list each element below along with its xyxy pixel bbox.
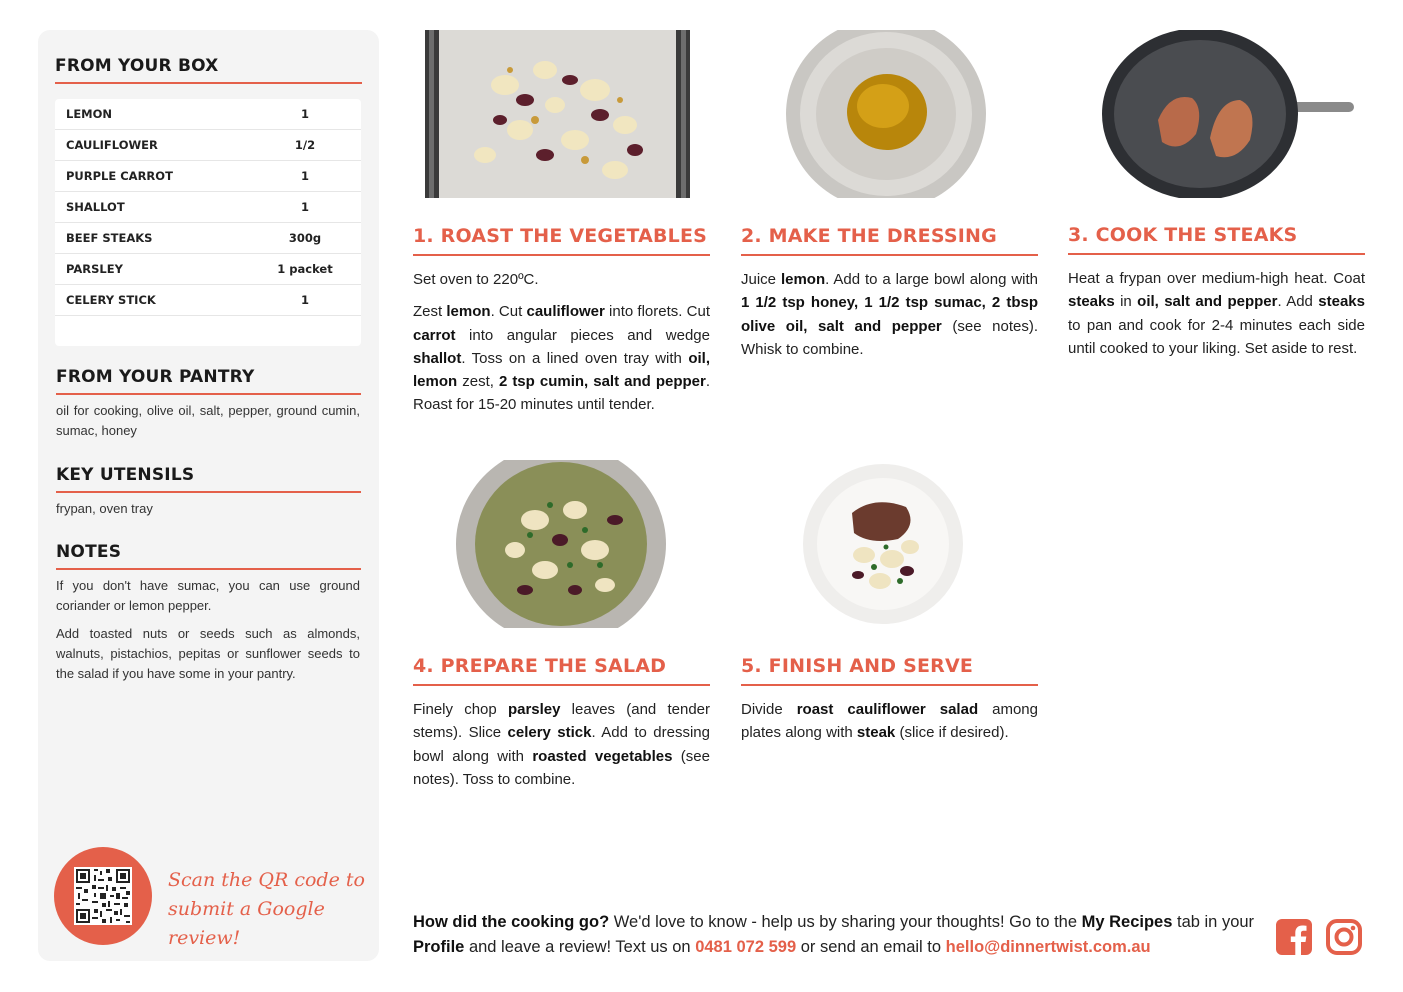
note-text: If you don't have sumac, you can use ground coriander or lemon pepper. — [56, 578, 360, 613]
section-divider — [56, 568, 361, 570]
ingredient-name: SHALLOT — [66, 200, 125, 214]
utensils-text: frypan, oven tray — [56, 501, 153, 516]
ingredient-highlight: cauliflower — [526, 303, 605, 321]
notes-title: NOTES — [56, 542, 122, 562]
instruction-text: Set oven to 220ºC. — [413, 271, 539, 288]
ingredient-row — [55, 130, 361, 161]
step-divider — [413, 254, 710, 256]
instruction-text: Juice — [741, 271, 781, 288]
instruction-text: . Toss on a lined oven tray with — [461, 349, 689, 367]
instagram-icon[interactable] — [1325, 918, 1363, 956]
step-3-title: 3. COOK THE STEAKS — [1068, 224, 1298, 246]
pantry-title: FROM YOUR PANTRY — [56, 367, 255, 387]
footer-text: and leave a review! Text us on — [464, 938, 696, 956]
profile-link[interactable]: Profile — [413, 938, 465, 956]
qr-caption-line: Scan the QR code to — [168, 869, 365, 891]
ingredient-qty: 300g — [288, 231, 322, 245]
step-paragraph — [741, 698, 1038, 745]
step-1-title: 1. ROAST THE VEGETABLES — [413, 225, 708, 247]
instruction-text: in — [1114, 293, 1138, 311]
step-divider — [741, 684, 1038, 686]
instruction-text: . Add to dressing bowl along with — [413, 724, 710, 765]
step-divider — [413, 684, 710, 686]
ingredient-row — [55, 254, 361, 285]
instruction-text: into angular pieces and wedge — [455, 326, 710, 344]
qr-badge — [54, 847, 152, 945]
ingredient-highlight: shallot — [413, 349, 462, 367]
ingredient-name: CAULIFLOWER — [66, 138, 158, 152]
pantry-text: oil for cooking, olive oil, salt, pepper, ground cumin, sumac, honey — [56, 403, 360, 438]
step-paragraph — [741, 268, 1038, 361]
step-divider — [1068, 253, 1365, 255]
instruction-text: Heat a frypan over medium-high heat. Coat — [1068, 270, 1365, 287]
section-divider — [56, 491, 361, 493]
from-box-title: FROM YOUR BOX — [55, 56, 219, 76]
dressing-bowl-photo — [785, 30, 987, 198]
instruction-text: . Add — [1277, 293, 1319, 311]
ingredient-highlight: oil, lemon — [413, 349, 710, 391]
qr-code-icon[interactable] — [74, 867, 132, 925]
step-2-title: 2. MAKE THE DRESSING — [741, 225, 997, 247]
instruction-text: leaves (and tender stems). Slice — [413, 701, 710, 742]
phone-link[interactable]: 0481 072 599 — [695, 938, 797, 956]
ingredient-row — [55, 99, 361, 130]
plated-dish-photo — [802, 463, 964, 625]
qr-caption-line: submit a Google review! — [168, 898, 325, 949]
step-5-title: 5. FINISH AND SERVE — [741, 655, 974, 677]
ingredient-highlight: lemon — [446, 303, 491, 321]
ingredient-qty: 1 — [300, 293, 309, 307]
footer-text: or send an email to — [796, 938, 946, 956]
note-text: Add toasted nuts or seeds such as almonds, walnuts, pistachios, pepitas or sunflower seeds to the salad if you have some in your pantry. — [56, 626, 360, 681]
instruction-text: (see notes). Toss to combine. — [413, 747, 710, 788]
step-4-title: 4. PREPARE THE SALAD — [413, 655, 667, 677]
step-paragraph — [1068, 267, 1365, 360]
step-4-text — [413, 698, 710, 800]
ingredient-row — [55, 161, 361, 192]
instruction-text: into florets. Cut — [604, 303, 710, 321]
ingredient-qty: 1 — [300, 169, 309, 183]
ingredient-highlight: lemon — [780, 271, 826, 288]
section-divider — [55, 82, 362, 84]
ingredient-highlight: steak — [856, 724, 896, 742]
footer-text: tab in your — [1172, 913, 1255, 931]
ingredient-highlight: celery stick — [507, 724, 592, 742]
ingredient-row — [55, 285, 361, 316]
step-5-text — [741, 698, 1038, 754]
qr-caption — [168, 866, 379, 953]
ingredient-name: PURPLE CARROT — [66, 169, 173, 183]
instruction-text: Divide — [741, 701, 797, 718]
ingredient-qty: 1 — [300, 200, 309, 214]
ingredient-row — [55, 223, 361, 254]
my-recipes-link[interactable]: My Recipes — [1081, 913, 1173, 931]
ingredients-table — [55, 99, 361, 346]
ingredient-qty: 1 — [300, 107, 309, 121]
ingredient-highlight: steaks — [1068, 293, 1115, 311]
step-1-text — [413, 268, 710, 426]
ingredient-highlight: roast cauliflower salad — [796, 701, 979, 718]
instruction-text: . Roast for 15-20 minutes until tender. — [413, 373, 710, 414]
ingredient-highlight: 1 1/2 tsp honey, 1 1/2 tsp sumac, 2 tbsp olive oil, salt and pepper — [741, 294, 1038, 335]
review-footer — [413, 910, 1263, 960]
ingredients-panel — [38, 30, 379, 961]
ingredient-highlight: steaks — [1318, 293, 1365, 311]
section-divider — [56, 393, 361, 395]
step-3-text — [1068, 267, 1365, 369]
steaks-frypan-photo — [1100, 30, 1356, 198]
instruction-text: (see notes). Whisk to combine. — [741, 317, 1038, 358]
ingredient-name: CELERY STICK — [66, 293, 156, 307]
utensils-title: KEY UTENSILS — [56, 465, 195, 485]
ingredient-name: PARSLEY — [66, 262, 123, 276]
ingredient-name: BEEF STEAKS — [66, 231, 153, 245]
ingredient-qty: 1 packet — [277, 262, 333, 276]
ingredient-highlight: oil, salt and pepper — [1137, 293, 1278, 311]
instruction-text: among plates along with — [741, 701, 1038, 742]
facebook-icon[interactable] — [1275, 918, 1313, 956]
instruction-text: . Cut — [490, 303, 527, 321]
salad-bowl-photo — [455, 460, 667, 628]
footer-text: We'd love to know - help us by sharing your thoughts! Go to the — [609, 913, 1082, 931]
ingredient-highlight: parsley — [507, 701, 561, 718]
email-link[interactable]: hello@dinnertwist.com.au — [945, 938, 1151, 956]
instruction-text: (slice if desired). — [895, 724, 1009, 742]
step-paragraph — [413, 300, 710, 416]
instruction-text: Finely chop — [413, 701, 508, 718]
step-paragraph — [413, 698, 710, 791]
instruction-text: to pan and cook for 2-4 minutes each side until cooked to your liking. Set aside to rest. — [1068, 316, 1365, 357]
ingredient-row — [55, 192, 361, 223]
ingredient-name: LEMON — [66, 107, 113, 121]
ingredient-highlight: roasted vegetables — [532, 747, 673, 765]
instruction-text: Zest — [413, 303, 447, 321]
step-divider — [741, 254, 1038, 256]
footer-question: How did the cooking go? — [413, 913, 610, 931]
step-paragraph — [413, 268, 710, 291]
ingredient-highlight: 2 tsp cumin, salt and pepper — [498, 373, 706, 391]
roast-vegetables-photo — [425, 30, 690, 198]
ingredient-highlight: carrot — [413, 326, 456, 344]
ingredient-qty: 1/2 — [294, 138, 316, 152]
instruction-text: zest, — [457, 373, 499, 391]
instruction-text: . Add to a large bowl along with — [825, 271, 1038, 288]
step-2-text — [741, 268, 1038, 370]
ingredient-row-empty — [55, 316, 361, 346]
